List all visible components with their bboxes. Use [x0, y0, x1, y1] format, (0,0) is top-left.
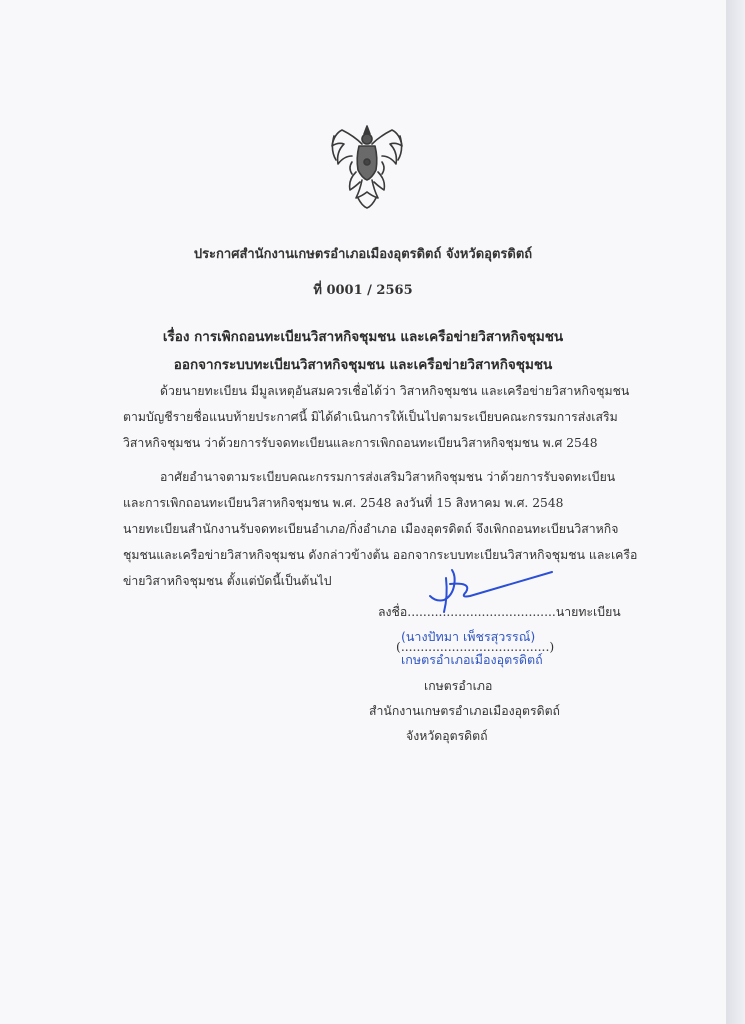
subject-line-2: ออกจากระบบทะเบียนวิสาหกิจชุมชน และเครือข่ายวิสาหกิจชุมชน [173, 357, 553, 373]
signer-office: สำนักงานเกษตรอำเภอเมืองอุตรดิตถ์ [369, 704, 560, 718]
signature-line [378, 603, 621, 622]
announcement-title: ประกาศสำนักงานเกษตรอำเภอเมืองอุตรดิตถ์ จังหวัดอุตรดิตถ์ [193, 247, 533, 262]
paren-open: ( [396, 640, 401, 654]
paragraph-1-line: ด้วยนายทะเบียน มีมูลเหตุอันสมควรเชื่อได้ว่า วิสาหกิจชุมชน และเครือข่ายวิสาหกิจชุมชน [160, 384, 630, 398]
paragraph-1-line: ตามบัญชีรายชื่อแนบท้ายประกาศนี้ มิได้ดำเนินการให้เป็นไปตามระเบียบคณะกรรมการส่งเสริม [123, 410, 618, 424]
announcement-number: ที่ 0001 / 2565 [313, 283, 413, 298]
paragraph-1-line: วิสาหกิจชุมชน ว่าด้วยการรับจดทะเบียนและการเพิกถอนทะเบียนวิสาหกิจชุมชน พ.ศ 2548 [123, 436, 598, 450]
paragraph-2-line: นายทะเบียนสำนักงานรับจดทะเบียนอำเภอ/กิ่งอำเภอ เมืองอุตรดิตถ์ จึงเพิกถอนทะเบียนวิสาหกิจ [123, 522, 619, 536]
signer-province: จังหวัดอุตรดิตถ์ [406, 729, 488, 743]
sign-dots: ...................................... [407, 605, 556, 619]
stamp-name: (นางปัทมา เพ็ชรสุวรรณ์) [401, 629, 536, 644]
sign-role: นายทะเบียน [555, 605, 621, 619]
signer-position: เกษตรอำเภอ [424, 679, 493, 693]
paragraph-2-line: และการเพิกถอนทะเบียนวิสาหกิจชุมชน พ.ศ. 2548 ลงวันที่ 15 สิงหาคม พ.ศ. 2548 [123, 496, 564, 510]
garuda-emblem-icon [326, 122, 408, 210]
paren-dots: ...................................... [400, 640, 550, 654]
paren-close: ) [549, 640, 555, 654]
sign-label: ลงชื่อ [378, 605, 408, 619]
stamp-title: เกษตรอำเภอเมืองอุตรดิตถ์ [401, 652, 543, 667]
page-edge [726, 0, 745, 1024]
paragraph-2-line: ชุมชนและเครือข่ายวิสาหกิจชุมชน ดังกล่าวข้างต้น ออกจากระบบทะเบียนวิสาหกิจชุมชน และเครือ [123, 548, 638, 562]
subject-line-1: เรื่อง การเพิกถอนทะเบียนวิสาหกิจชุมชน และเครือข่ายวิสาหกิจชุมชน [162, 329, 564, 345]
paragraph-2-line: ข่ายวิสาหกิจชุมชน ตั้งแต่บัดนี้เป็นต้นไป [123, 574, 332, 588]
paragraph-2-line: อาศัยอำนาจตามระเบียบคณะกรรมการส่งเสริมวิสาหกิจชุมชน ว่าด้วยการรับจดทะเบียน [160, 470, 616, 484]
